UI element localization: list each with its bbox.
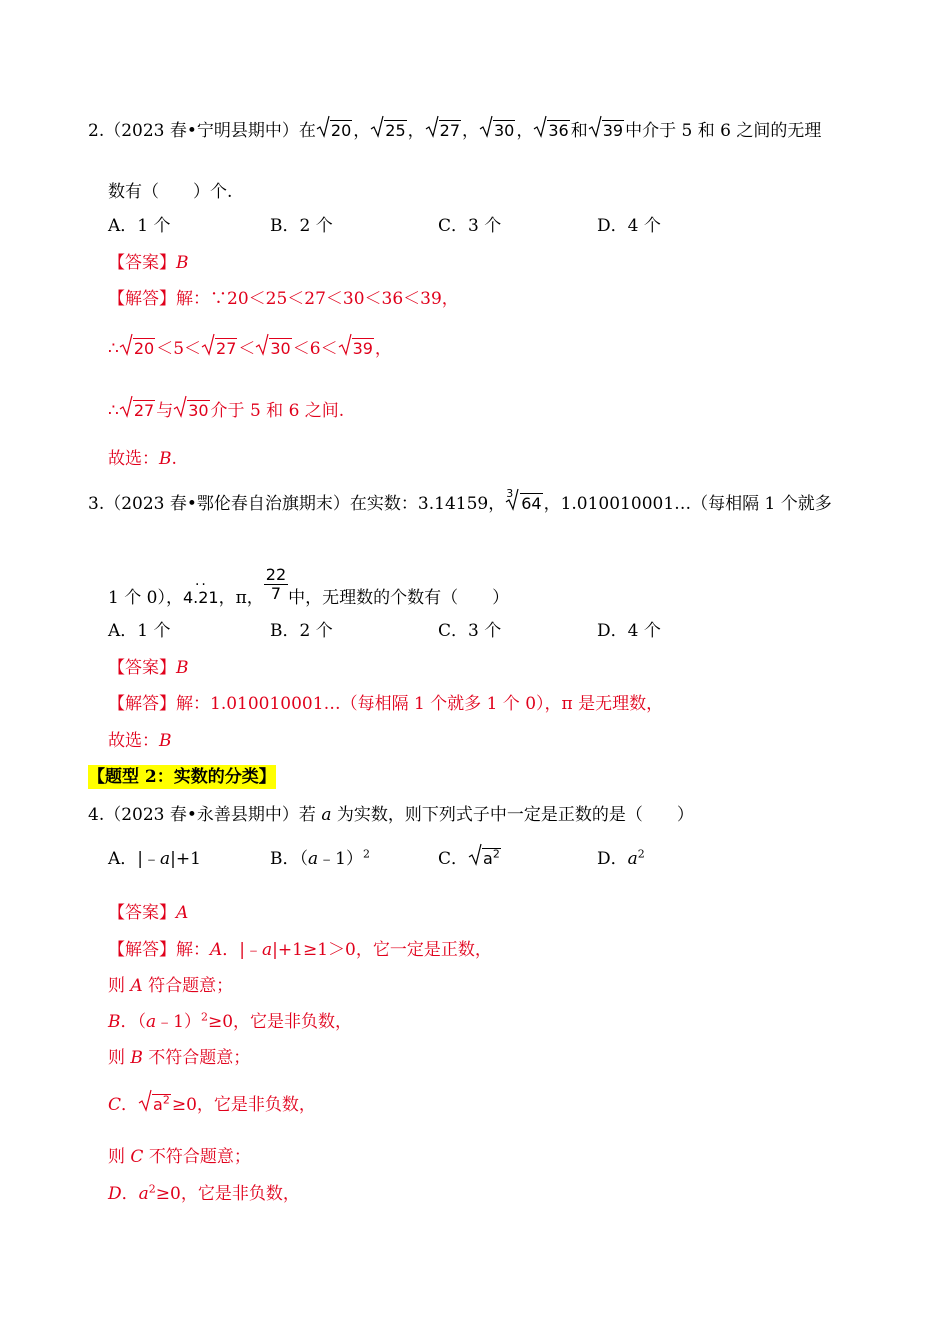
q4-option-b: B．（a﹣1）$^2$ [270, 847, 370, 869]
q2-solution-line2: ∴ 20 ＜5＜ 27 ＜ 30 ＜6＜ 39 ， [108, 337, 392, 361]
q4-solution-b: B．（a﹣1）$^2$≥0，它是非负数， [108, 1010, 353, 1032]
q2-stem-line1: 2.（2023 春•宁明县期中）在 20 ， 25 ， 27 ， 30 ， 36 和 39 中介于 5 和 6 之间的无理 [88, 119, 821, 143]
fraction-22-7: $\frac{22}{7}$ [265, 565, 287, 603]
radical-sign-icon [317, 116, 330, 138]
radical-sign-icon [174, 396, 187, 418]
q2-stem-suffix: 中介于 5 和 6 之间的无理 [625, 121, 822, 141]
q4-conclusion-c: 则 C 不符合题意； [108, 1147, 251, 1167]
repeating-decimal: ·· 4.21 [182, 577, 219, 607]
q4-conclusion-b: 则 B 不符合题意； [108, 1048, 251, 1068]
q2-option-c: C．3 个 [438, 216, 502, 236]
q4-solution-d: D．$a^2\ge 0$，它是非负数， [108, 1182, 300, 1204]
radical-sign-icon [506, 489, 519, 511]
sqrt-30: 30 [256, 337, 291, 361]
q3-answer: 【答案】B [108, 658, 189, 678]
q3-stem-line2: 1 个 0）， ·· 4.21，π， $\frac{22}{7}$ 中，无理数的个数有（ ） [108, 565, 510, 608]
sqrt-27: 27 [426, 119, 461, 143]
q4-solution-c: C． $a^2 \ge 0$，它是非负数， [108, 1093, 316, 1117]
q4-solution-a: 【解答】解：A．|﹣a|+1≥1＞0，它一定是正数， [108, 940, 492, 960]
radical-sign-icon [589, 116, 602, 138]
q2-stem-prefix: 2.（2023 春•宁明县期中）在 [88, 121, 316, 141]
q4-option-a: A．|﹣a|+1 [108, 849, 201, 869]
q4-stem: 4.（2023 春•永善县期中）若 a 为实数，则下列式子中一定是正数的是（ ） [88, 805, 694, 825]
q2-solution-line1: 【解答】解：∵20＜25＜27＜30＜36＜39， [108, 289, 459, 309]
radical-sign-icon [256, 334, 269, 356]
radical-sign-icon [139, 1090, 152, 1112]
q2-choose: 故选：B. [108, 449, 177, 469]
q3-option-c: C．3 个 [438, 621, 502, 641]
q3-solution-line1: 【解答】解：1.010010001…（每相隔 1 个就多 1 个 0），π 是无理数， [108, 694, 664, 714]
q2-stem-line2: 数有（ ）个. [108, 182, 233, 202]
sqrt-20: 20 [317, 119, 352, 143]
sqrt-30: 30 [480, 119, 515, 143]
q4-answer: 【答案】A [108, 903, 189, 923]
q2-option-b: B．2 个 [270, 216, 333, 236]
radical-sign-icon [480, 116, 493, 138]
radical-sign-icon [120, 334, 133, 356]
q4-option-d: D．$a^2$ [597, 847, 645, 869]
cube-root-64: 3 64 [506, 487, 542, 513]
sqrt-30: 30 [174, 399, 209, 423]
radical-sign-icon [469, 844, 482, 866]
radical-sign-icon [339, 334, 352, 356]
sqrt-36: 36 [534, 119, 569, 143]
q4-conclusion-a: 则 A 符合题意； [108, 976, 234, 996]
q2-option-a: A．1 个 [108, 216, 171, 236]
q3-option-d: D．4 个 [597, 621, 661, 641]
sqrt-39: 39 [339, 337, 374, 361]
q3-option-a: A．1 个 [108, 621, 171, 641]
sqrt-a-squared: $a^2$ [469, 847, 501, 871]
sqrt-25: 25 [371, 119, 406, 143]
q4-option-c: C． $a^2$ [438, 847, 502, 871]
q3-option-b: B．2 个 [270, 621, 333, 641]
sqrt-a-squared: $a^2$ [139, 1093, 171, 1117]
sqrt-39: 39 [589, 119, 624, 143]
q2-solution-line3: ∴ 27 与 30 介于 5 和 6 之间. [108, 399, 344, 423]
radical-sign-icon [371, 116, 384, 138]
sqrt-27: 27 [202, 337, 237, 361]
radical-sign-icon [534, 116, 547, 138]
radical-sign-icon [120, 396, 133, 418]
sqrt-20: 20 [120, 337, 155, 361]
q3-choose: 故选：B [108, 731, 172, 751]
sqrt-27: 27 [120, 399, 155, 423]
q2-answer: 【答案】B [108, 253, 189, 273]
q3-stem-line1: 3.（2023 春•鄂伦春自治旗期末）在实数：3.14159， 3 64 ，1.010010001…（每相隔 1 个就多 [88, 487, 832, 514]
radical-sign-icon [202, 334, 215, 356]
q2-option-d: D．4 个 [597, 216, 661, 236]
section-header: 【题型 2：实数的分类】 [88, 767, 276, 787]
radical-sign-icon [426, 116, 439, 138]
